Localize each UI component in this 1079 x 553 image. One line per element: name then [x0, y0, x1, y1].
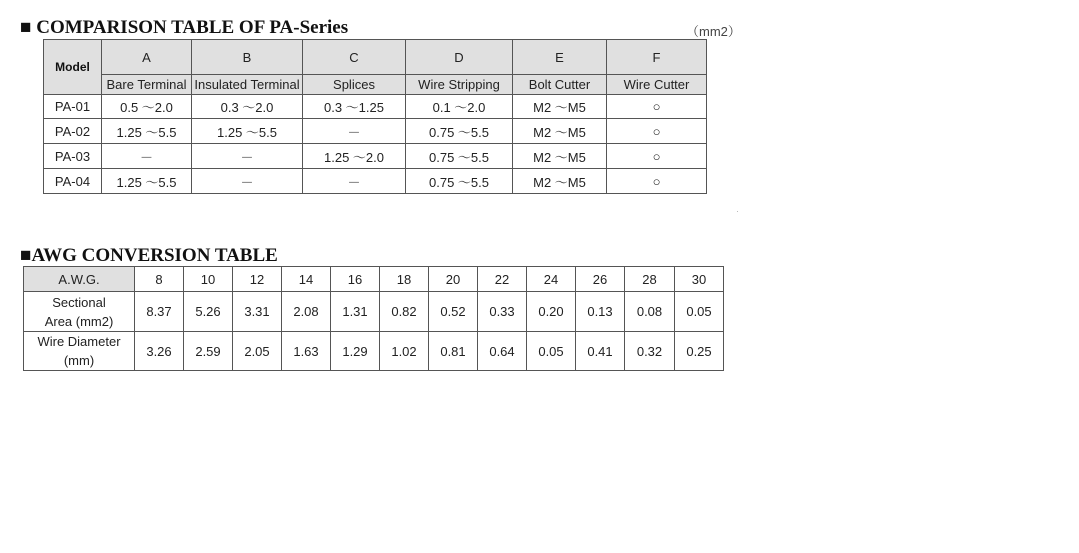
comparison-table-title: ■ COMPARISON TABLE OF PA-Series — [20, 17, 349, 38]
gauge-cell: 8 — [135, 267, 184, 292]
value-cell: 1.29 — [331, 332, 380, 371]
check-mark: ○ — [607, 95, 707, 119]
data-cell: 0.5 ～2.0 — [102, 95, 192, 119]
awg-header: A.W.G. — [24, 267, 135, 292]
value-cell: 0.32 — [625, 332, 675, 371]
data-cell: 0.3 ～1.25 — [303, 95, 406, 119]
awg-conversion-table — [23, 266, 724, 371]
gauge-cell: 16 — [331, 267, 380, 292]
data-cell: 1.25 ～5.5 — [102, 119, 192, 144]
value-cell: 1.63 — [282, 332, 331, 371]
gauge-cell: 22 — [478, 267, 527, 292]
model-cell: PA-04 — [44, 169, 102, 194]
data-cell: － — [192, 144, 303, 169]
column-name: Wire Cutter — [607, 75, 707, 95]
column-letter: D — [406, 40, 513, 75]
gauge-cell: 18 — [380, 267, 429, 292]
data-cell: － — [192, 169, 303, 194]
data-cell: M2 ～M5 — [513, 169, 607, 194]
check-mark: ○ — [607, 144, 707, 169]
gauge-cell: 24 — [527, 267, 576, 292]
value-cell: 0.33 — [478, 292, 527, 332]
value-cell: 0.82 — [380, 292, 429, 332]
row-label-line: Sectional — [52, 294, 106, 310]
data-cell: M2 ～M5 — [513, 144, 607, 169]
gauge-cell: 28 — [625, 267, 675, 292]
value-cell: 0.05 — [527, 332, 576, 371]
data-cell: M2 ～M5 — [513, 95, 607, 119]
row-label — [24, 292, 135, 332]
data-cell: 1.25 ～5.5 — [102, 169, 192, 194]
value-cell: 1.31 — [331, 292, 380, 332]
value-cell: 0.25 — [675, 332, 724, 371]
value-cell: 0.41 — [576, 332, 625, 371]
column-letter: F — [607, 40, 707, 75]
value-cell: 1.02 — [380, 332, 429, 371]
column-letter: B — [192, 40, 303, 75]
data-cell: 0.75 ～5.5 — [406, 169, 513, 194]
column-letter: E — [513, 40, 607, 75]
value-cell: 2.08 — [282, 292, 331, 332]
value-cell: 5.26 — [184, 292, 233, 332]
row-label-line: Wire Diameter — [37, 334, 121, 349]
value-cell: 2.05 — [233, 332, 282, 371]
value-cell: 3.31 — [233, 292, 282, 332]
model-cell: PA-01 — [44, 95, 102, 119]
data-cell: M2 ～M5 — [513, 119, 607, 144]
value-cell: 0.64 — [478, 332, 527, 371]
data-cell: － — [303, 169, 406, 194]
model-cell: PA-02 — [44, 119, 102, 144]
data-cell: 0.75 ～5.5 — [406, 144, 513, 169]
unit-label: （mm2） — [686, 24, 741, 39]
model-cell: PA-03 — [44, 144, 102, 169]
table-row — [24, 332, 724, 371]
value-cell: 0.81 — [429, 332, 478, 371]
table-row — [24, 292, 724, 332]
gauge-cell: 14 — [282, 267, 331, 292]
column-letter: A — [102, 40, 192, 75]
gauge-cell: 26 — [576, 267, 625, 292]
value-cell: 0.52 — [429, 292, 478, 332]
column-name: Bolt Cutter — [513, 75, 607, 95]
row-label-line: (mm) — [63, 353, 95, 368]
gauge-row — [24, 267, 724, 292]
column-name: Insulated Terminal — [192, 75, 303, 95]
check-mark: ○ — [607, 169, 707, 194]
data-cell: － — [102, 144, 192, 169]
data-cell: 1.25 ～5.5 — [192, 119, 303, 144]
value-cell: 8.37 — [135, 292, 184, 332]
data-cell: 0.3 ～2.0 — [192, 95, 303, 119]
awg-table-title: ■AWG CONVERSION TABLE — [20, 245, 278, 266]
model-header: Model — [44, 40, 102, 95]
column-name: Splices — [303, 75, 406, 95]
data-cell: 1.25 ～2.0 — [303, 144, 406, 169]
column-name: Wire Stripping — [406, 75, 513, 95]
row-label — [24, 332, 135, 371]
comparison-table — [43, 39, 707, 194]
value-cell: 0.13 — [576, 292, 625, 332]
row-label-line: Area (mm2) — [44, 313, 114, 329]
table-row — [44, 144, 707, 169]
value-cell: 3.26 — [135, 332, 184, 371]
table-row — [44, 169, 707, 194]
value-cell: 0.08 — [625, 292, 675, 332]
gauge-cell: 12 — [233, 267, 282, 292]
column-letter: C — [303, 40, 406, 75]
check-mark: ○ — [607, 119, 707, 144]
data-cell: 0.1 ～2.0 — [406, 95, 513, 119]
stray-dot — [737, 211, 738, 212]
gauge-cell: 30 — [675, 267, 724, 292]
value-cell: 2.59 — [184, 332, 233, 371]
table-row — [44, 119, 707, 144]
gauge-cell: 10 — [184, 267, 233, 292]
value-cell: 0.20 — [527, 292, 576, 332]
gauge-cell: 20 — [429, 267, 478, 292]
value-cell: 0.05 — [675, 292, 724, 332]
data-cell: － — [303, 119, 406, 144]
column-name: Bare Terminal — [102, 75, 192, 95]
table-row — [44, 95, 707, 119]
data-cell: 0.75 ～5.5 — [406, 119, 513, 144]
